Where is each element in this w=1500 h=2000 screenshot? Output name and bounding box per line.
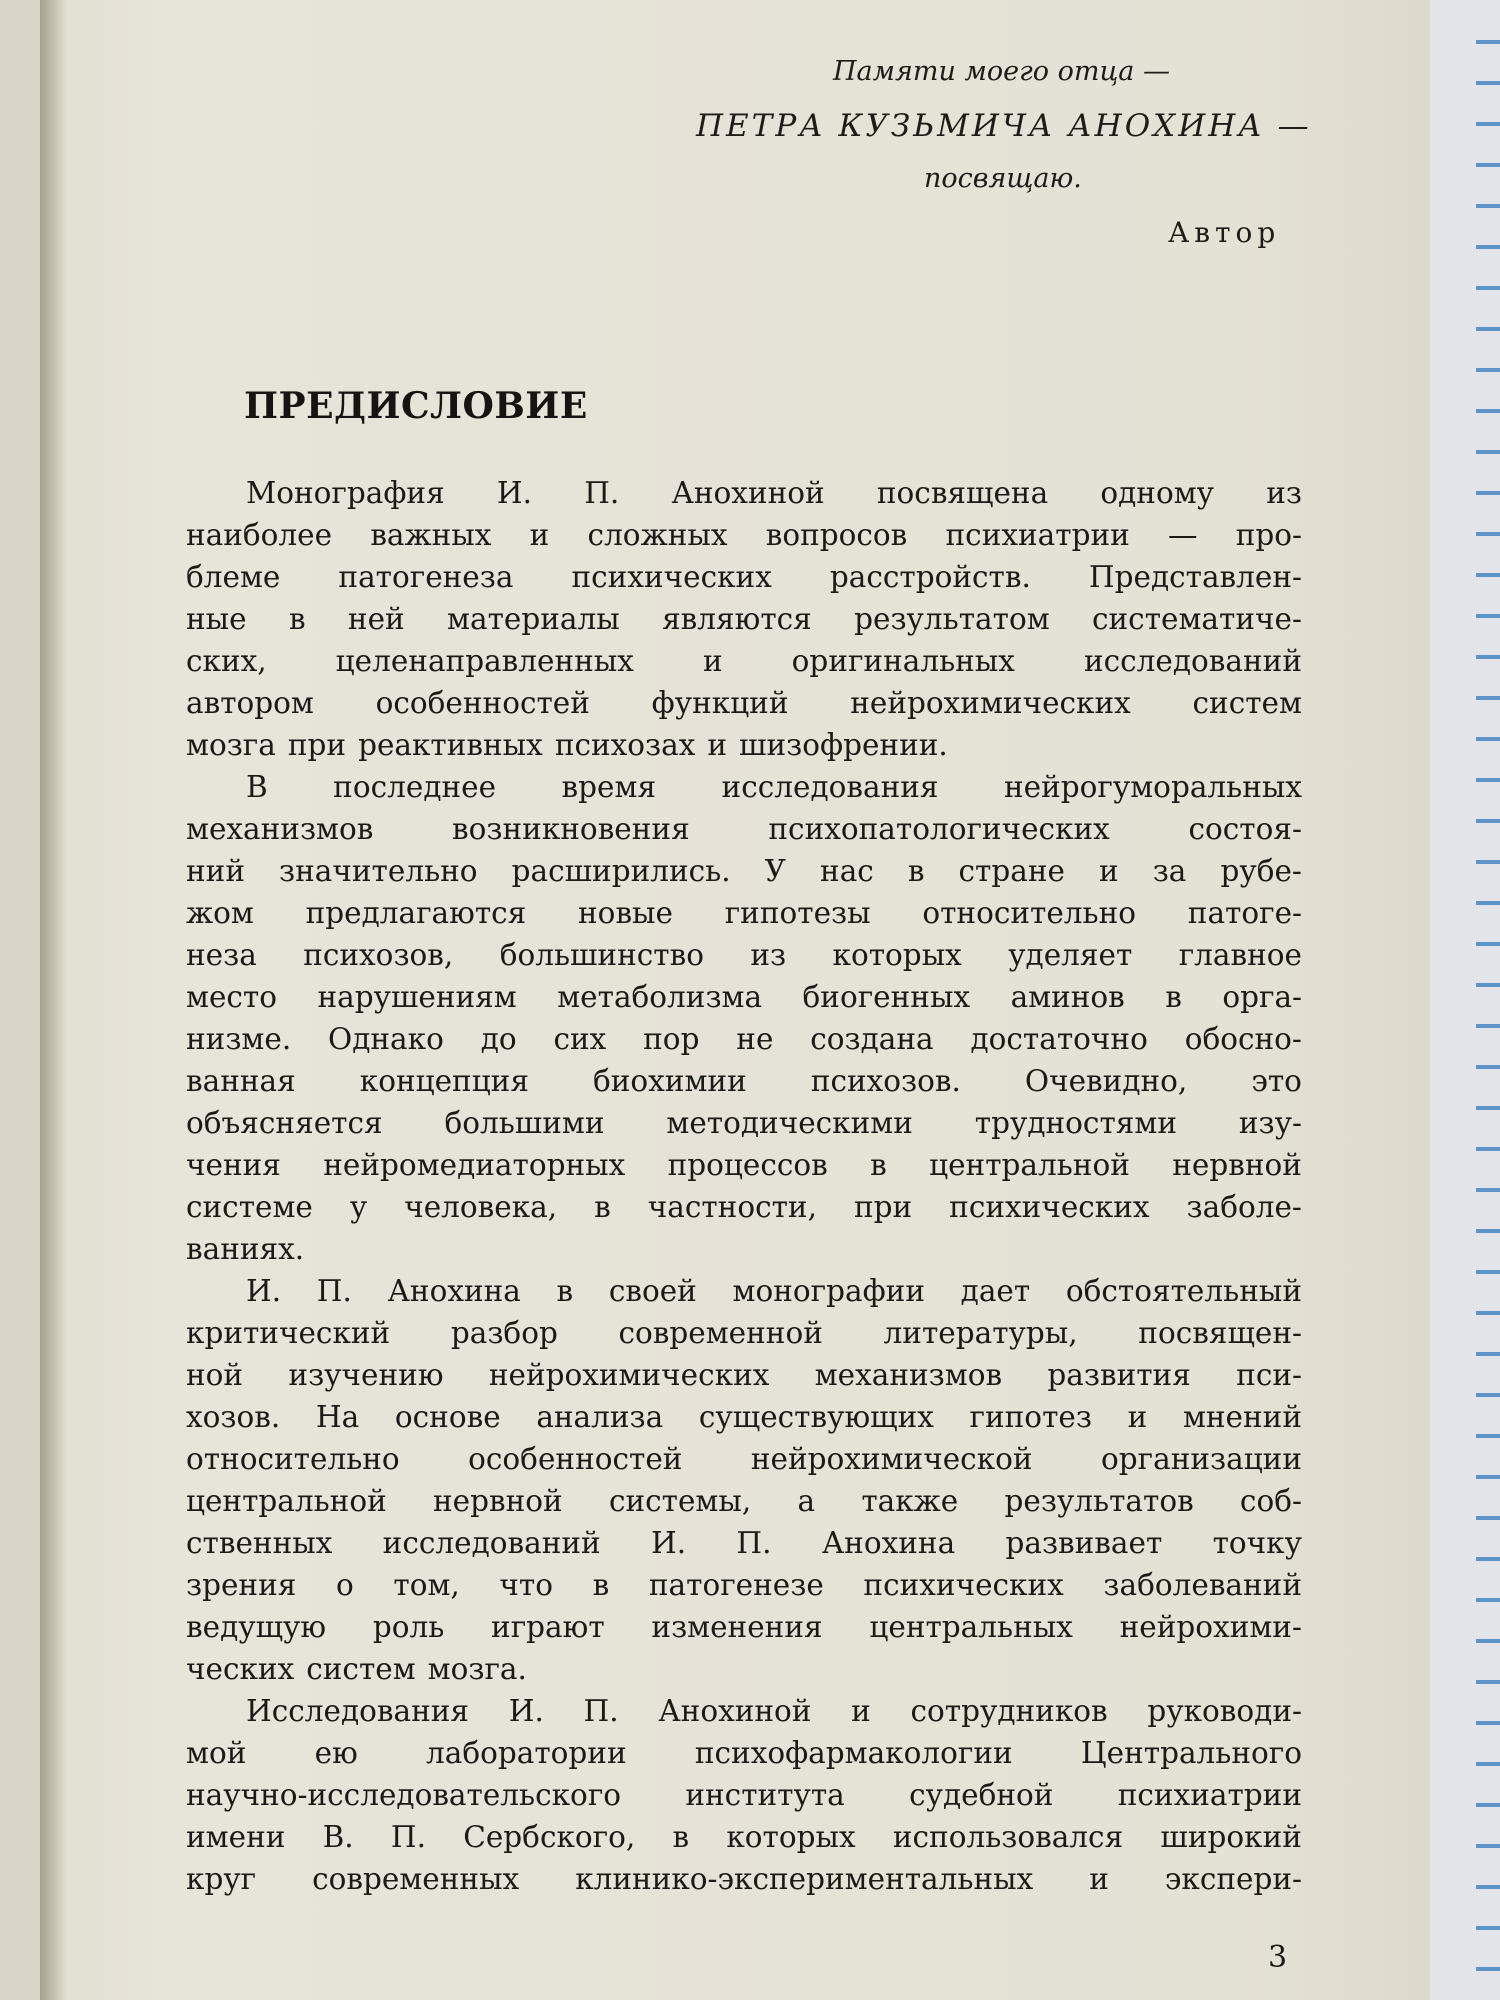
text-line bbox=[186, 1312, 1302, 1354]
word: целенаправленных bbox=[335, 644, 634, 678]
ruled-line-mark bbox=[1476, 696, 1500, 700]
word: блеме bbox=[186, 560, 281, 594]
ruled-line-mark bbox=[1476, 1926, 1500, 1930]
text-line bbox=[186, 934, 1302, 976]
word: том, bbox=[393, 1568, 460, 1602]
word: Анохина bbox=[387, 1274, 521, 1308]
word: из bbox=[1266, 476, 1302, 510]
word: а bbox=[797, 1484, 816, 1518]
text-line bbox=[186, 1774, 1302, 1816]
ruled-line-mark bbox=[1476, 737, 1500, 741]
word: нас bbox=[820, 854, 874, 888]
word: нейрогуморальных bbox=[1004, 770, 1302, 804]
ruled-line-mark bbox=[1476, 1352, 1500, 1356]
word: точку bbox=[1212, 1526, 1302, 1560]
word: П. bbox=[316, 1274, 352, 1308]
word: психозах bbox=[554, 728, 696, 762]
word: своей bbox=[608, 1274, 697, 1308]
word: мой bbox=[186, 1736, 247, 1770]
word: и bbox=[1089, 1862, 1109, 1896]
ruled-line-mark bbox=[1476, 1188, 1500, 1192]
word: центральной bbox=[186, 1484, 387, 1518]
word: современной bbox=[618, 1316, 823, 1350]
ruled-line-mark bbox=[1476, 1106, 1500, 1110]
word: психопатологических bbox=[768, 812, 1110, 846]
word: новые bbox=[578, 896, 673, 930]
word: П. bbox=[583, 1694, 619, 1728]
word: ний bbox=[186, 854, 245, 888]
word: психофармакологии bbox=[694, 1736, 1013, 1770]
word: одному bbox=[1100, 476, 1215, 510]
ruled-line-mark bbox=[1476, 1475, 1500, 1479]
word: посвящена bbox=[876, 476, 1049, 510]
word: монографии bbox=[732, 1274, 925, 1308]
word: человека, bbox=[404, 1190, 558, 1224]
ruled-line-mark bbox=[1476, 819, 1500, 823]
word: ной bbox=[186, 1358, 244, 1392]
word: ные bbox=[186, 602, 247, 636]
word: ней bbox=[347, 602, 405, 636]
word: П. bbox=[390, 1820, 427, 1854]
word: при bbox=[287, 728, 347, 762]
word: трудностями bbox=[974, 1106, 1177, 1140]
body-text bbox=[186, 472, 1302, 1900]
word: обосно- bbox=[1184, 1022, 1302, 1056]
word: при bbox=[853, 1190, 913, 1224]
word: биохимии bbox=[592, 1064, 747, 1098]
word: и bbox=[851, 1694, 871, 1728]
word: место bbox=[186, 980, 278, 1014]
word: концепция bbox=[359, 1064, 529, 1098]
word: и bbox=[529, 518, 550, 552]
word: И. bbox=[496, 476, 532, 510]
word: Центрального bbox=[1080, 1736, 1302, 1770]
word: механизмов bbox=[814, 1358, 1003, 1392]
word: нервной bbox=[1172, 1148, 1302, 1182]
word: У bbox=[764, 854, 786, 888]
word: стране bbox=[958, 854, 1065, 888]
adjacent-page-strip bbox=[1430, 0, 1500, 2000]
word: зрения bbox=[186, 1568, 297, 1602]
word: круг bbox=[186, 1862, 257, 1896]
word: гипотезы bbox=[724, 896, 871, 930]
word: и bbox=[707, 728, 728, 762]
ruled-line-mark bbox=[1476, 1229, 1500, 1233]
word: большими bbox=[444, 1106, 605, 1140]
word: изменения bbox=[651, 1610, 823, 1644]
text-line bbox=[186, 682, 1302, 724]
word: это bbox=[1251, 1064, 1302, 1098]
word: В. bbox=[322, 1820, 354, 1854]
word: патоге- bbox=[1187, 896, 1302, 930]
word: процессов bbox=[667, 1148, 828, 1182]
dedication-line-2: ПЕТРА КУЗЬМИЧА АНОХИНА — bbox=[696, 108, 1312, 144]
word: важных bbox=[370, 518, 492, 552]
word: ею bbox=[314, 1736, 358, 1770]
word: что bbox=[499, 1568, 554, 1602]
word: систем bbox=[1192, 686, 1302, 720]
ruled-line-mark bbox=[1476, 1434, 1500, 1438]
word: На bbox=[315, 1400, 360, 1434]
word: мозга bbox=[186, 728, 276, 762]
ruled-line-mark bbox=[1476, 1516, 1500, 1520]
text-line bbox=[186, 766, 1302, 808]
word: сотрудников bbox=[910, 1694, 1108, 1728]
text-line bbox=[186, 1690, 1302, 1732]
word: исследований bbox=[1083, 644, 1302, 678]
word: нейрохимических bbox=[488, 1358, 770, 1392]
word: в bbox=[288, 602, 306, 636]
word: дает bbox=[960, 1274, 1031, 1308]
word: достаточно bbox=[970, 1022, 1148, 1056]
ruled-line-mark bbox=[1476, 491, 1500, 495]
ruled-line-mark bbox=[1476, 163, 1500, 167]
word: изу- bbox=[1238, 1106, 1302, 1140]
text-line bbox=[186, 1816, 1302, 1858]
text-line bbox=[186, 1648, 1302, 1690]
word: в bbox=[592, 1568, 610, 1602]
word: — bbox=[1168, 518, 1198, 552]
word: в bbox=[907, 854, 925, 888]
word: хозов. bbox=[186, 1400, 281, 1434]
word: предлагаются bbox=[305, 896, 527, 930]
word: Очевидно, bbox=[1024, 1064, 1188, 1098]
word: посвящен- bbox=[1138, 1316, 1302, 1350]
text-line bbox=[186, 1732, 1302, 1774]
word: мозга. bbox=[427, 1652, 527, 1686]
word: Анохиной bbox=[658, 1694, 812, 1728]
word: нейрохимических bbox=[850, 686, 1131, 720]
word: соб- bbox=[1239, 1484, 1302, 1518]
word: сложных bbox=[587, 518, 728, 552]
text-line bbox=[186, 1858, 1302, 1900]
word: пор bbox=[643, 1022, 700, 1056]
word: психозов, bbox=[303, 938, 454, 972]
word: оригинальных bbox=[791, 644, 1015, 678]
word: использовался bbox=[892, 1820, 1124, 1854]
word: изучению bbox=[288, 1358, 444, 1392]
text-line bbox=[186, 1564, 1302, 1606]
word: Сербского, bbox=[463, 1820, 636, 1854]
word: П. bbox=[736, 1526, 772, 1560]
word: заболеваний bbox=[1103, 1568, 1302, 1602]
word: И. bbox=[651, 1526, 687, 1560]
word: и bbox=[1127, 1400, 1148, 1434]
word: про- bbox=[1235, 518, 1302, 552]
word: патогенеза bbox=[338, 560, 514, 594]
word: основе bbox=[394, 1400, 501, 1434]
text-line bbox=[186, 1228, 1302, 1270]
ruled-line-mark bbox=[1476, 532, 1500, 536]
word: систем bbox=[306, 1652, 416, 1686]
word: и bbox=[702, 644, 723, 678]
text-line bbox=[186, 1480, 1302, 1522]
section-heading: ПРЕДИСЛОВИЕ bbox=[244, 385, 588, 427]
word: которых bbox=[726, 1820, 856, 1854]
word: метаболизма bbox=[557, 980, 763, 1014]
ruled-line-mark bbox=[1476, 1065, 1500, 1069]
word: психических bbox=[571, 560, 772, 594]
word: систематиче- bbox=[1092, 602, 1302, 636]
word: особенностей bbox=[468, 1442, 683, 1476]
word: и bbox=[1099, 854, 1119, 888]
word: центральных bbox=[869, 1610, 1073, 1644]
word: ских, bbox=[186, 644, 267, 678]
text-line bbox=[186, 640, 1302, 682]
word: неза bbox=[186, 938, 257, 972]
page-number: 3 bbox=[1268, 1940, 1288, 1975]
ruled-line-mark bbox=[1476, 1844, 1500, 1848]
dedication-line-3: посвящаю. bbox=[924, 163, 1082, 194]
word: последнее bbox=[333, 770, 497, 804]
word: главное bbox=[1178, 938, 1302, 972]
word: экспери- bbox=[1164, 1862, 1302, 1896]
word: создана bbox=[810, 1022, 934, 1056]
word: психиатрии bbox=[1117, 1778, 1302, 1812]
word: научно-исследовательского bbox=[186, 1778, 622, 1812]
word: низме. bbox=[186, 1022, 292, 1056]
word: И. bbox=[246, 1274, 282, 1308]
word: в bbox=[870, 1148, 887, 1182]
word: обстоятельный bbox=[1065, 1274, 1302, 1308]
word: возникновения bbox=[452, 812, 690, 846]
ruled-line-mark bbox=[1476, 778, 1500, 782]
word: нейрохими- bbox=[1119, 1610, 1302, 1644]
ruled-line-mark bbox=[1476, 81, 1500, 85]
word: нервной bbox=[433, 1484, 563, 1518]
ruled-line-mark bbox=[1476, 1803, 1500, 1807]
ruled-line-mark bbox=[1476, 1680, 1500, 1684]
dedication-signature: Автор bbox=[1168, 216, 1281, 249]
text-line bbox=[186, 1018, 1302, 1060]
ruled-line-mark bbox=[1476, 1598, 1500, 1602]
word: аминов bbox=[1010, 980, 1125, 1014]
ruled-line-mark bbox=[1476, 942, 1500, 946]
word: о bbox=[336, 1568, 354, 1602]
ruled-line-mark bbox=[1476, 450, 1500, 454]
word: состоя- bbox=[1188, 812, 1302, 846]
ruled-line-mark bbox=[1476, 368, 1500, 372]
word: ственных bbox=[186, 1526, 333, 1560]
word: не bbox=[736, 1022, 774, 1056]
word: уделяет bbox=[1008, 938, 1133, 972]
ruled-line-mark bbox=[1476, 1885, 1500, 1889]
ruled-line-mark bbox=[1476, 573, 1500, 577]
word: механизмов bbox=[186, 812, 374, 846]
ruled-line-mark bbox=[1476, 1270, 1500, 1274]
word: шизофрении. bbox=[739, 728, 948, 762]
word: лаборатории bbox=[426, 1736, 627, 1770]
word: рубе- bbox=[1220, 854, 1302, 888]
word: нарушениям bbox=[317, 980, 517, 1014]
word: пси- bbox=[1236, 1358, 1302, 1392]
word: центральной bbox=[929, 1148, 1130, 1182]
word: исследования bbox=[721, 770, 939, 804]
word: психозов. bbox=[810, 1064, 961, 1098]
word: ванная bbox=[186, 1064, 296, 1098]
word: развития bbox=[1047, 1358, 1191, 1392]
word: результатом bbox=[854, 602, 1050, 636]
word: института bbox=[685, 1778, 845, 1812]
ruled-line-mark bbox=[1476, 983, 1500, 987]
text-line bbox=[186, 850, 1302, 892]
word: частности, bbox=[647, 1190, 817, 1224]
ruled-line-mark bbox=[1476, 40, 1500, 44]
word: автором bbox=[186, 686, 314, 720]
word: нейрохимической bbox=[750, 1442, 1033, 1476]
word: развивает bbox=[1005, 1526, 1163, 1560]
text-line bbox=[186, 472, 1302, 514]
text-line bbox=[186, 556, 1302, 598]
word: имени bbox=[186, 1820, 286, 1854]
text-line bbox=[186, 1060, 1302, 1102]
word: ческих bbox=[186, 1652, 295, 1686]
word: функций bbox=[651, 686, 789, 720]
ruled-line-mark bbox=[1476, 614, 1500, 618]
text-line bbox=[186, 1438, 1302, 1480]
word: время bbox=[561, 770, 657, 804]
word: чения bbox=[186, 1148, 281, 1182]
ruled-line-mark bbox=[1476, 1557, 1500, 1561]
word: заболе- bbox=[1186, 1190, 1302, 1224]
word: расширились. bbox=[511, 854, 731, 888]
text-line bbox=[186, 808, 1302, 850]
text-line bbox=[186, 514, 1302, 556]
word: вопросов bbox=[765, 518, 908, 552]
text-line bbox=[186, 1144, 1302, 1186]
ruled-line-mark bbox=[1476, 204, 1500, 208]
word: организации bbox=[1101, 1442, 1302, 1476]
word: относительно bbox=[186, 1442, 400, 1476]
ruled-line-mark bbox=[1476, 1721, 1500, 1725]
word: за bbox=[1152, 854, 1187, 888]
ruled-line-mark bbox=[1476, 901, 1500, 905]
word: системы, bbox=[608, 1484, 752, 1518]
gutter-shadow bbox=[40, 0, 66, 2000]
text-line bbox=[186, 1354, 1302, 1396]
text-line bbox=[186, 1186, 1302, 1228]
word: результатов bbox=[1004, 1484, 1194, 1518]
word: психиатрии bbox=[945, 518, 1130, 552]
word: Анохиной bbox=[671, 476, 825, 510]
word: В bbox=[246, 770, 268, 804]
word: материалы bbox=[447, 602, 620, 636]
word: также bbox=[861, 1484, 959, 1518]
word: относительно bbox=[922, 896, 1137, 930]
word: И. bbox=[508, 1694, 544, 1728]
text-line bbox=[186, 1522, 1302, 1564]
ruled-line-mark bbox=[1476, 1311, 1500, 1315]
word: мнений bbox=[1182, 1400, 1302, 1434]
word: играют bbox=[491, 1610, 605, 1644]
word: существующих bbox=[698, 1400, 934, 1434]
ruled-line-mark bbox=[1476, 1967, 1500, 1971]
word: в bbox=[556, 1274, 574, 1308]
ruled-line-mark bbox=[1476, 327, 1500, 331]
word: в bbox=[594, 1190, 611, 1224]
word: из bbox=[750, 938, 787, 972]
dedication-line-1: Памяти моего отца — bbox=[833, 56, 1170, 87]
ruled-line-mark bbox=[1476, 1393, 1500, 1397]
ruled-line-mark bbox=[1476, 286, 1500, 290]
word: психических bbox=[949, 1190, 1150, 1224]
word: руководи- bbox=[1147, 1694, 1302, 1728]
word: до bbox=[480, 1022, 517, 1056]
word: роль bbox=[372, 1610, 445, 1644]
word: Анохина bbox=[821, 1526, 956, 1560]
ruled-line-mark bbox=[1476, 122, 1500, 126]
word: реактивных bbox=[358, 728, 543, 762]
word: Однако bbox=[328, 1022, 444, 1056]
word: гипотез bbox=[969, 1400, 1092, 1434]
word: методическими bbox=[666, 1106, 913, 1140]
text-line bbox=[186, 1270, 1302, 1312]
word: клинико-экспериментальных bbox=[575, 1862, 1034, 1896]
word: особенностей bbox=[375, 686, 590, 720]
text-line bbox=[186, 598, 1302, 640]
ruled-line-mark bbox=[1476, 1024, 1500, 1028]
text-line bbox=[186, 976, 1302, 1018]
word: Представлен- bbox=[1088, 560, 1302, 594]
ruled-line-mark bbox=[1476, 1147, 1500, 1151]
ruled-line-mark bbox=[1476, 409, 1500, 413]
word: судебной bbox=[909, 1778, 1054, 1812]
text-line bbox=[186, 1396, 1302, 1438]
word: биогенных bbox=[802, 980, 971, 1014]
word: системе bbox=[186, 1190, 313, 1224]
word: современных bbox=[312, 1862, 520, 1896]
word: разбор bbox=[450, 1316, 558, 1350]
word: ваниях. bbox=[186, 1232, 305, 1266]
word: в bbox=[1165, 980, 1182, 1014]
word: Исследования bbox=[246, 1694, 470, 1728]
word: объясняется bbox=[186, 1106, 383, 1140]
word: исследований bbox=[382, 1526, 601, 1560]
word: анализа bbox=[536, 1400, 664, 1434]
text-line bbox=[186, 892, 1302, 934]
text-line bbox=[186, 724, 1302, 766]
word: орга- bbox=[1222, 980, 1302, 1014]
word: П. bbox=[584, 476, 620, 510]
ruled-line-mark bbox=[1476, 860, 1500, 864]
word: жом bbox=[186, 896, 254, 930]
word: в bbox=[672, 1820, 690, 1854]
word: являются bbox=[662, 602, 812, 636]
word: наиболее bbox=[186, 518, 333, 552]
word: психических bbox=[863, 1568, 1064, 1602]
word: которых bbox=[832, 938, 962, 972]
word: Монография bbox=[246, 476, 445, 510]
ruled-line-mark bbox=[1476, 1639, 1500, 1643]
word: критический bbox=[186, 1316, 391, 1350]
ruled-line-mark bbox=[1476, 1762, 1500, 1766]
word: расстройств. bbox=[829, 560, 1031, 594]
ruled-line-mark bbox=[1476, 655, 1500, 659]
text-line bbox=[186, 1606, 1302, 1648]
word: нейромедиаторных bbox=[323, 1148, 626, 1182]
word: большинство bbox=[499, 938, 704, 972]
word: ведущую bbox=[186, 1610, 327, 1644]
text-line bbox=[186, 1102, 1302, 1144]
word: литературы, bbox=[883, 1316, 1078, 1350]
word: у bbox=[349, 1190, 368, 1224]
word: патогенезе bbox=[648, 1568, 824, 1602]
word: широкий bbox=[1160, 1820, 1302, 1854]
word: сих bbox=[553, 1022, 607, 1056]
ruled-line-mark bbox=[1476, 245, 1500, 249]
word: значительно bbox=[279, 854, 478, 888]
